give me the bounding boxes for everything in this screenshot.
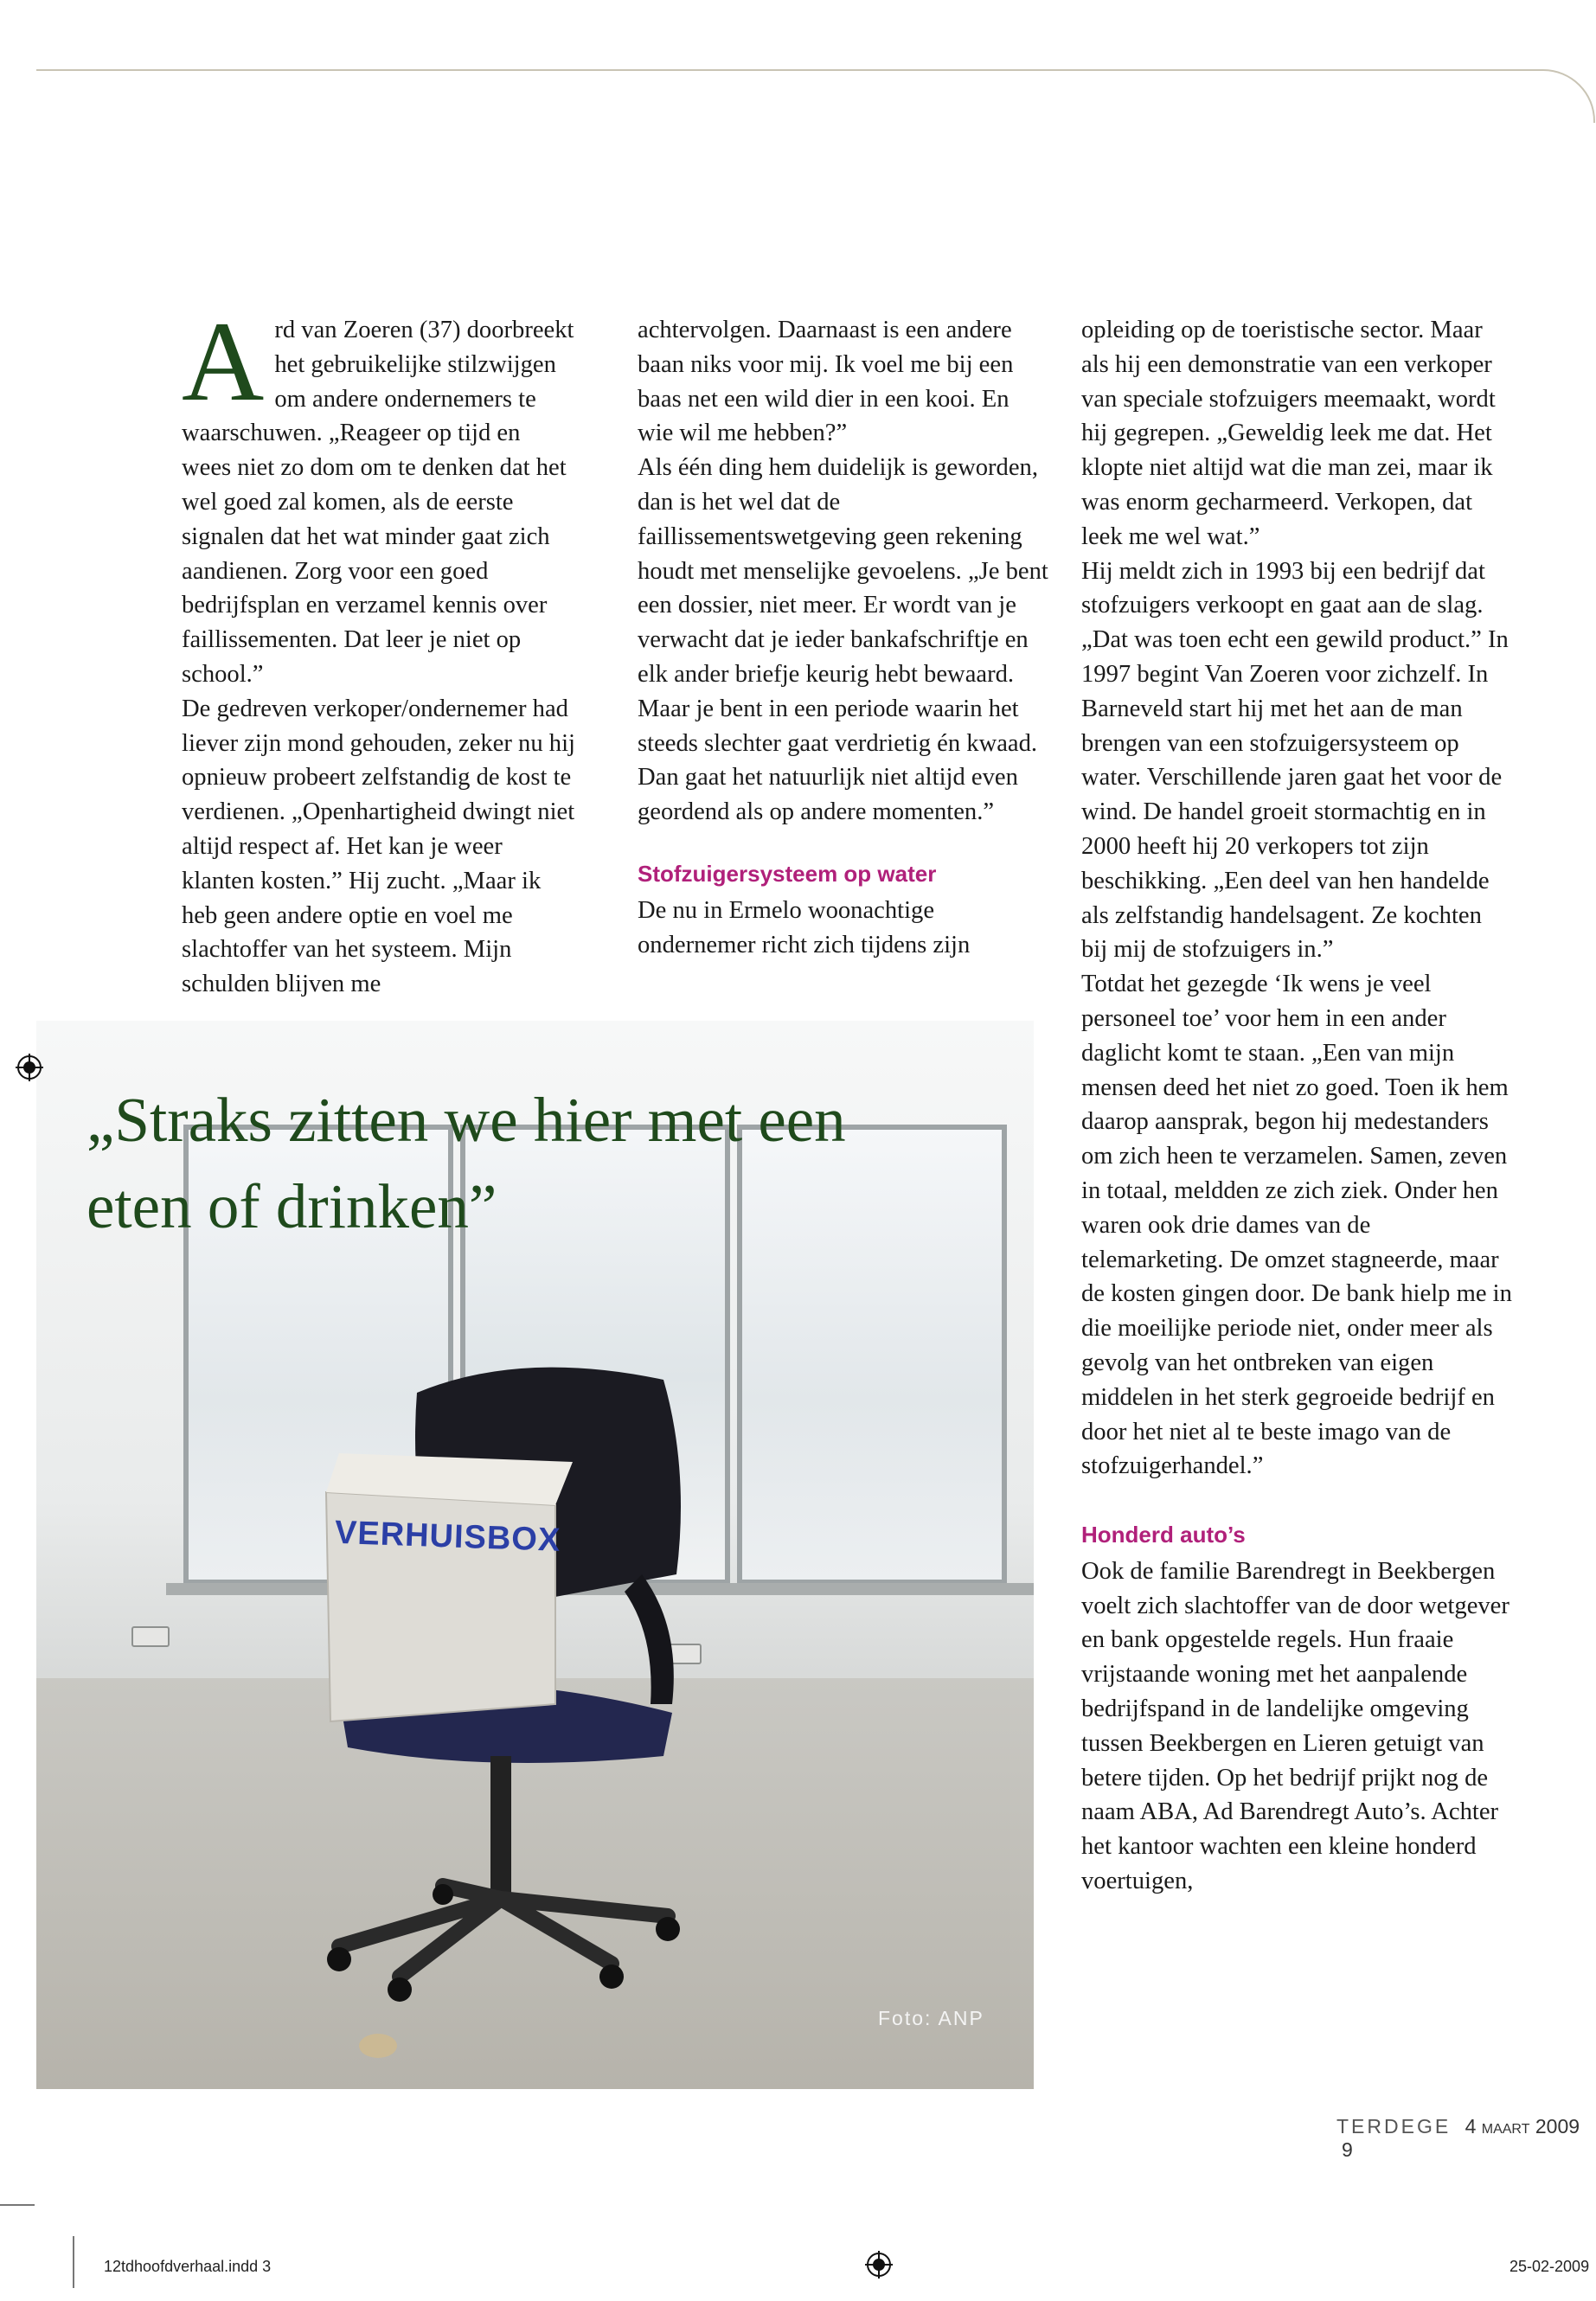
paragraph: De nu in Ermelo woonachtige ondernemer richt zich tijdens zijn	[638, 896, 971, 958]
paragraph: opleiding op de toeristische sector. Maar als hij een demonstratie van een verkoper van speciale stofzuigers meemaakt, wordt hij gegrepen. „Geweldig leek me dat. Het klopte niet altijd wat die man zei, maar ik was enorm gecharmeerd. Verkopen, dat leek me wel wat.”	[1081, 317, 1496, 550]
intro-paragraph	[182, 298, 575, 692]
subheading: Honderd auto’s	[1081, 1522, 1246, 1548]
issue-date: 4 maart 2009	[1465, 2115, 1580, 2138]
chair-column	[490, 1756, 511, 1903]
drop-cap: A	[182, 298, 265, 425]
paragraph: De gedreven verkoper/ondernemer had liever zijn mond gehouden, zeker nu hij opnieuw probeert zelfstandig de kost te verdienen. „Openhartigheid dwingt niet altijd respect af. Het kan je weer klanten kosten.” Hij zucht. „Maar ik heb geen andere optie en voel me slachtoffer van het systeem. Mijn schulden blijven me	[182, 695, 575, 998]
chair-base	[339, 1886, 668, 1977]
chair-wheel	[327, 1947, 351, 1971]
photo-credit: Foto: ANP	[878, 2007, 984, 2029]
article-column-1	[182, 298, 575, 1002]
chair-armrest	[625, 1574, 674, 1704]
article-column-2	[638, 313, 1048, 962]
chair-wheel	[388, 1977, 412, 2002]
pull-quote-line: eten of drinken”	[87, 1171, 497, 1241]
box-label: VERHUISBOX	[334, 1514, 561, 1559]
pull-quote	[87, 1077, 1029, 1250]
page-number: 9	[1342, 2138, 1353, 2161]
crop-mark	[0, 2204, 35, 2206]
paragraph: Ook de familie Barendregt in Beekbergen voelt zich slachtoffer van de door wetgever en bank opgestelde regels. Hun fraaie vrijstaande woning met het aanpalende bedrijfspand in de landelijke omgeving tussen Beekbergen en Lieren getuigt van betere tijden. Op het bedrijf prijkt nog de naam ABA, Ad Barendregt Auto’s. Achter het kantoor wachten een kleine honderd voertuigen,	[1081, 1557, 1509, 1895]
crop-mark	[73, 2236, 74, 2288]
floor-debris	[359, 2034, 397, 2058]
spacer	[638, 830, 1048, 857]
article-column-3	[1081, 313, 1514, 1899]
magazine-name: TERDEGE	[1336, 2115, 1452, 2138]
paragraph: achtervolgen. Daarnaast is een andere baan niks voor mij. Ik voel me bij een baas net een wild dier in een kooi. En wie wil me hebben?”	[638, 317, 1014, 447]
registration-mark-icon	[865, 2251, 893, 2279]
paragraph: Als één ding hem duidelijk is geworden, dan is het wel dat de faillissementswetgeving geen rekening houdt met menselijke gevoelens. „Je bent een dossier, niet meer. Er wordt van je verwacht dat je ieder bankafschriftje en elk ander briefje keurig hebt bewaard. Maar je bent in een periode waarin het steeds slechter gaat verdrietig én kwaad. Dan gaat het natuurlijk niet altijd even geordend als op andere momenten.”	[638, 454, 1048, 826]
chair-wheel	[433, 1884, 453, 1905]
slug-date: 25-02-2009	[1509, 2258, 1590, 2275]
paragraph: Hij meldt zich in 1993 bij een bedrijf dat stofzuigers verkoopt en gaat aan de slag. „Dat was toen echt een gewild product.” In 1997 begint Van Zoeren voor zichzelf. In Barneveld start hij met het aan de man brengen van een stofzuigersysteem op water. Verschillende jaren gaat het voor de wind. De handel groeit stormachtig en in 2000 heeft hij 20 verkopers tot zijn beschikking. „Een deel van hen handelde als zelfstandig handelsagent. Ze kochten bij mij de stofzuigers in.”	[1081, 557, 1509, 964]
subheading: Stofzuigersysteem op water	[638, 860, 937, 887]
chair-wheel	[599, 1965, 624, 1989]
pull-quote-line: „Straks zitten we hier met een	[87, 1085, 846, 1155]
paragraph: Totdat het gezegde ‘Ik wens je veel personeel toe’ voor hem in een ander daglicht komt te staan. „Een van mijn mensen deed het niet zo goed. Toen ik hem daarop aansprak, begon hij medestanders om zich heen te verzamelen. Samen, zeven in totaal, meldden ze zich ziek. Onder hen waren ook drie dames van de telemarketing. De omzet stagneerde, maar de kosten gingen door. De bank hielp me in die moeilijke periode niet, onder meer als gevolg van het ontbreken van eigen middelen in het sterk gegroeide bedrijf en door het niet al te beste imago van de stofzuigerhandel.”	[1081, 971, 1512, 1480]
spacer	[1081, 1484, 1514, 1518]
registration-mark-icon	[16, 1054, 43, 1081]
intro-text: rd van Zoeren (37) doorbreekt het gebruikelijke stilzwijgen om andere ondernemers te waarschuwen. „Reageer op tijd en wees niet zo dom om te denken dat het wel goed zal komen, als de eerste signalen dat het wat minder gaat zich aandienen. Zorg voor een goed bedrijfsplan en verzamel kennis over faillissementen. Dat leer je niet op school.”	[182, 317, 574, 688]
slug-filename: 12tdhoofdverhaal.indd 3	[104, 2258, 272, 2275]
page-trim-edge	[36, 69, 1595, 123]
chair-wheel	[656, 1917, 680, 1941]
running-footer	[1336, 2115, 1596, 2162]
